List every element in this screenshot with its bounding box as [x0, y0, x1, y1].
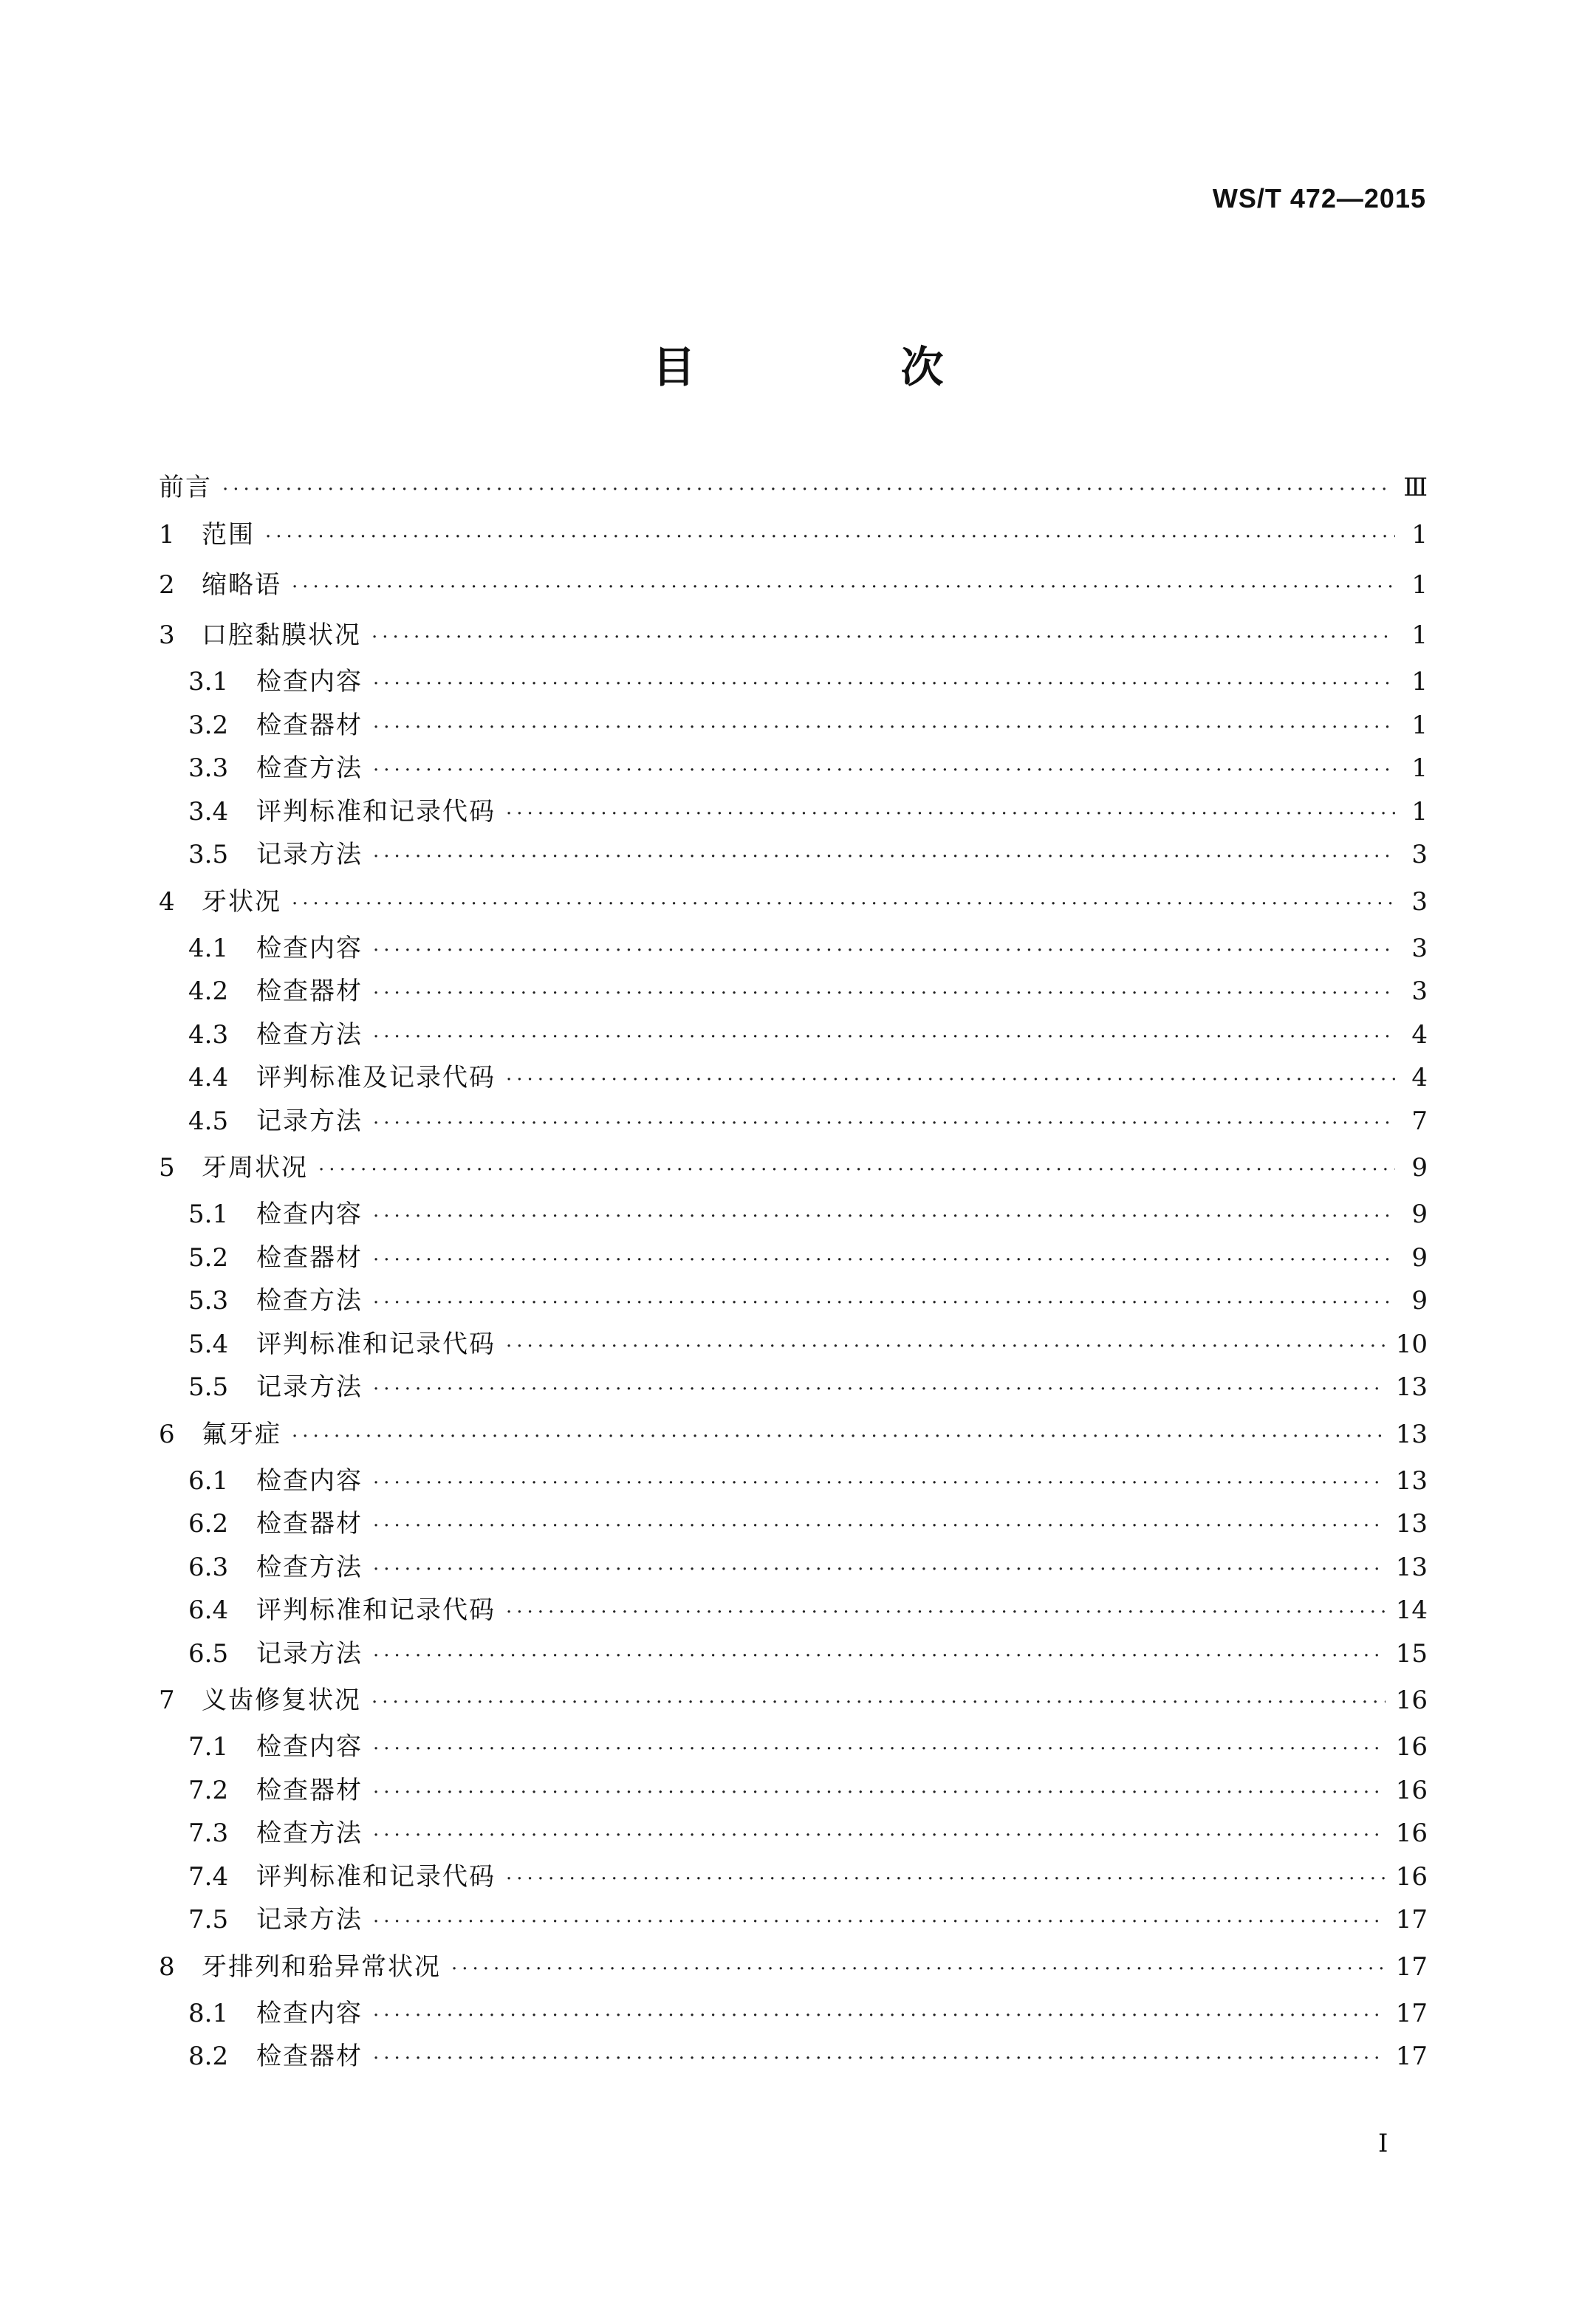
dot-leader	[506, 1058, 1395, 1102]
toc-entry-page: 13	[1395, 1465, 1428, 1496]
toc-entry[interactable]	[159, 510, 1428, 560]
toc-entry-number: 6.4	[188, 1595, 229, 1625]
toc-entry-page: 16	[1395, 1819, 1428, 1848]
dot-leader	[222, 468, 1393, 512]
toc-entry-number: 5.2	[188, 1242, 229, 1273]
toc-entry-label: 检查内容	[256, 1998, 363, 2028]
dot-leader	[373, 706, 1395, 750]
toc-entry-number: 5.1	[188, 1200, 229, 1229]
dot-leader	[373, 1994, 1386, 2038]
toc-entry-label: 口腔黏膜状况	[202, 620, 361, 650]
toc-entry-number: 6	[159, 1419, 175, 1449]
toc-entry[interactable]	[159, 1323, 1428, 1366]
toc-entry[interactable]	[159, 660, 1428, 704]
toc-entry-number: 5.4	[188, 1329, 229, 1359]
toc-entry-page: 16	[1395, 1775, 1428, 1805]
toc-entry-page: 1	[1411, 710, 1428, 740]
toc-entry[interactable]	[159, 1193, 1428, 1236]
toc-entry-number: 6.1	[188, 1465, 229, 1496]
dot-leader	[373, 1771, 1386, 1815]
toc-entry-number: 4.3	[188, 1019, 229, 1050]
dot-leader	[373, 1900, 1386, 1944]
toc-entry[interactable]	[159, 1460, 1428, 1503]
toc-entry[interactable]	[159, 1855, 1428, 1899]
toc-entry-page: 13	[1395, 1419, 1428, 1449]
toc-entry[interactable]	[159, 1143, 1428, 1193]
toc-entry-number: 7.1	[188, 1732, 229, 1762]
toc-entry-label: 检查器材	[256, 2042, 363, 2071]
dot-leader	[373, 929, 1395, 973]
toc-entry-number: 4	[159, 886, 175, 917]
toc-entry[interactable]	[159, 747, 1428, 790]
toc-entry-label: 检查内容	[256, 1732, 363, 1762]
dot-leader	[373, 1505, 1386, 1548]
toc-entry-number: 7	[159, 1686, 175, 1715]
toc-entry-label: 牙排列和𬌗异常状况	[202, 1951, 441, 1982]
toc-entry-page: 10	[1395, 1329, 1428, 1359]
toc-entry-number: 5.3	[188, 1286, 229, 1315]
toc-entry-label: 前言	[159, 473, 212, 502]
toc-entry-number: 8	[159, 1951, 175, 1982]
dot-leader	[373, 1462, 1386, 1505]
toc-entry[interactable]	[159, 1812, 1428, 1855]
toc-entry[interactable]	[159, 1056, 1428, 1100]
toc-entry-label: 检查器材	[256, 1509, 363, 1539]
toc-entry-page: 1	[1411, 570, 1428, 600]
toc-entry-label: 记录方法	[256, 1638, 363, 1669]
toc-entry-page: 17	[1395, 1998, 1428, 2028]
toc-entry-page: 13	[1395, 1372, 1428, 1402]
toc-entry[interactable]	[159, 1013, 1428, 1057]
dot-leader	[373, 1814, 1386, 1858]
toc-entry-label: 氟牙症	[202, 1419, 281, 1449]
toc-entry[interactable]	[159, 790, 1428, 834]
toc-entry-page: 14	[1395, 1595, 1428, 1625]
toc-entry-label: 牙状况	[202, 886, 281, 917]
toc-entry-page: 17	[1395, 1951, 1428, 1982]
toc-entry-number: 7.5	[188, 1905, 229, 1934]
toc-entry-page: 9	[1411, 1200, 1428, 1229]
toc-entry-label: 检查方法	[256, 1819, 363, 1848]
dot-leader	[373, 835, 1395, 879]
toc-entry-page: 9	[1411, 1286, 1428, 1315]
toc-entry-page: 17	[1395, 2042, 1428, 2071]
toc-entry-label: 评判标准及记录代码	[256, 1063, 496, 1092]
dot-leader	[373, 663, 1395, 706]
toc-entry[interactable]	[159, 1502, 1428, 1546]
toc-entry[interactable]	[159, 1675, 1428, 1725]
toc-entry-page: 1	[1411, 667, 1428, 697]
toc-entry-label: 评判标准和记录代码	[256, 1861, 496, 1892]
toc-entry-number: 1	[159, 520, 175, 550]
toc-entry[interactable]	[159, 2035, 1428, 2079]
toc-entry[interactable]	[159, 1769, 1428, 1813]
dot-leader	[371, 612, 1395, 663]
dot-leader	[506, 1325, 1386, 1369]
toc-entry-page: 13	[1395, 1552, 1428, 1582]
toc-entry[interactable]	[159, 1366, 1428, 1409]
toc-entry[interactable]	[159, 927, 1428, 971]
toc-entry-page: 1	[1411, 520, 1428, 550]
toc-entry[interactable]	[159, 465, 1428, 510]
toc-entry-number: 4.1	[188, 933, 229, 963]
toc-entry-number: 8.2	[188, 2042, 229, 2071]
toc-entry[interactable]	[159, 1632, 1428, 1676]
toc-entry-label: 牙周状况	[202, 1153, 308, 1183]
toc-entry[interactable]	[159, 1100, 1428, 1143]
toc-entry[interactable]	[159, 877, 1428, 927]
toc-entry[interactable]	[159, 1546, 1428, 1590]
dot-leader	[373, 2037, 1386, 2081]
toc-entry-number: 3.3	[188, 753, 229, 783]
dot-leader	[373, 1016, 1395, 1059]
toc-entry-number: 7.3	[188, 1819, 229, 1848]
toc-entry-number: 3.1	[188, 667, 229, 697]
dot-leader	[506, 793, 1395, 836]
toc-entry[interactable]	[159, 610, 1428, 660]
dot-leader	[506, 1858, 1386, 1901]
page-title: 目 次	[652, 342, 1025, 392]
dot-leader	[373, 749, 1395, 793]
toc-entry-label: 评判标准和记录代码	[256, 1595, 496, 1625]
dot-leader	[373, 1368, 1386, 1412]
dot-leader	[373, 1239, 1395, 1282]
toc-entry-label: 检查器材	[256, 1242, 363, 1273]
toc-entry-page: 3	[1411, 886, 1428, 917]
toc-entry-number: 6.5	[188, 1638, 229, 1669]
page-number: I	[1378, 2129, 1388, 2158]
toc-entry-number: 6.2	[188, 1509, 229, 1539]
dot-leader	[451, 1944, 1386, 1994]
toc-entry-label: 检查方法	[256, 1286, 363, 1315]
toc-entry-page: 9	[1411, 1153, 1428, 1183]
toc-entry-number: 2	[159, 570, 175, 600]
toc-entry-label: 检查器材	[256, 976, 363, 1006]
toc-entry[interactable]	[159, 1409, 1428, 1460]
toc-entry-page: 4	[1411, 1019, 1428, 1050]
dot-leader	[373, 1195, 1395, 1239]
toc-entry[interactable]	[159, 704, 1428, 747]
dot-leader	[292, 1412, 1386, 1462]
toc-entry[interactable]	[159, 1942, 1428, 1992]
toc-entry-label: 检查内容	[256, 933, 363, 963]
toc-entry-label: 检查方法	[256, 1019, 363, 1050]
toc-entry-page: 3	[1411, 840, 1428, 869]
toc-entry-label: 记录方法	[256, 1106, 363, 1136]
toc-entry-label: 检查方法	[256, 753, 363, 783]
dot-leader	[373, 1635, 1386, 1678]
toc-entry-page: 15	[1395, 1638, 1428, 1669]
toc-entry-label: 检查内容	[256, 1200, 363, 1229]
dot-leader	[265, 512, 1395, 562]
standard-number: WS/T 472—2015	[1212, 183, 1426, 213]
toc-entry[interactable]	[159, 1898, 1428, 1942]
dot-leader	[292, 879, 1395, 929]
toc-entry-page: 1	[1411, 620, 1428, 650]
dot-leader	[506, 1591, 1386, 1635]
table-of-contents	[159, 465, 1428, 2079]
toc-entry-label: 记录方法	[256, 840, 363, 869]
toc-entry-label: 评判标准和记录代码	[256, 796, 496, 827]
toc-entry-page: 1	[1411, 753, 1428, 783]
toc-entry[interactable]	[159, 970, 1428, 1013]
toc-entry-number: 4.5	[188, 1106, 229, 1136]
toc-entry[interactable]	[159, 1236, 1428, 1280]
toc-entry-number: 5.5	[188, 1372, 229, 1402]
toc-entry-label: 检查方法	[256, 1552, 363, 1582]
toc-entry-number: 3.4	[188, 796, 229, 827]
toc-entry-number: 4.2	[188, 976, 229, 1006]
toc-entry-page: 17	[1395, 1905, 1428, 1934]
toc-entry[interactable]	[159, 1589, 1428, 1632]
toc-entry-page: Ⅲ	[1403, 473, 1428, 502]
toc-entry-page: 3	[1411, 976, 1428, 1006]
toc-entry-number: 6.3	[188, 1552, 229, 1582]
toc-entry[interactable]	[159, 1279, 1428, 1323]
toc-entry[interactable]	[159, 560, 1428, 610]
toc-entry-number: 7.2	[188, 1775, 229, 1805]
toc-entry[interactable]	[159, 1725, 1428, 1769]
toc-entry-page: 7	[1411, 1106, 1428, 1136]
toc-entry-page: 16	[1395, 1686, 1428, 1715]
toc-entry-number: 3.2	[188, 710, 229, 740]
toc-entry-label: 记录方法	[256, 1905, 363, 1934]
dot-leader	[318, 1145, 1395, 1195]
toc-entry-number: 3	[159, 620, 175, 650]
dot-leader	[373, 972, 1395, 1016]
toc-entry[interactable]	[159, 833, 1428, 877]
toc-entry-label: 检查器材	[256, 1775, 363, 1805]
toc-entry-label: 评判标准和记录代码	[256, 1329, 496, 1359]
toc-entry-page: 1	[1411, 796, 1428, 827]
dot-leader	[373, 1102, 1395, 1146]
dot-leader	[373, 1282, 1395, 1325]
dot-leader	[373, 1728, 1386, 1771]
dot-leader	[373, 1548, 1386, 1592]
toc-entry-label: 检查内容	[256, 667, 363, 697]
toc-entry-label: 检查内容	[256, 1465, 363, 1496]
toc-entry[interactable]	[159, 1992, 1428, 2036]
dot-leader	[292, 562, 1395, 612]
toc-entry-page: 3	[1411, 933, 1428, 963]
toc-entry-number: 8.1	[188, 1998, 229, 2028]
toc-entry-number: 7.4	[188, 1861, 229, 1892]
toc-entry-page: 16	[1395, 1861, 1428, 1892]
toc-entry-label: 范围	[202, 520, 255, 550]
dot-leader	[371, 1677, 1386, 1728]
toc-entry-label: 缩略语	[202, 570, 281, 600]
toc-entry-number: 3.5	[188, 840, 229, 869]
toc-entry-page: 16	[1395, 1732, 1428, 1762]
toc-entry-page: 4	[1411, 1063, 1428, 1092]
toc-entry-label: 检查器材	[256, 710, 363, 740]
toc-entry-label: 义齿修复状况	[202, 1686, 361, 1715]
toc-entry-number: 4.4	[188, 1063, 229, 1092]
toc-entry-label: 记录方法	[256, 1372, 363, 1402]
toc-entry-page: 13	[1395, 1509, 1428, 1539]
toc-entry-number: 5	[159, 1153, 175, 1183]
toc-entry-page: 9	[1411, 1242, 1428, 1273]
